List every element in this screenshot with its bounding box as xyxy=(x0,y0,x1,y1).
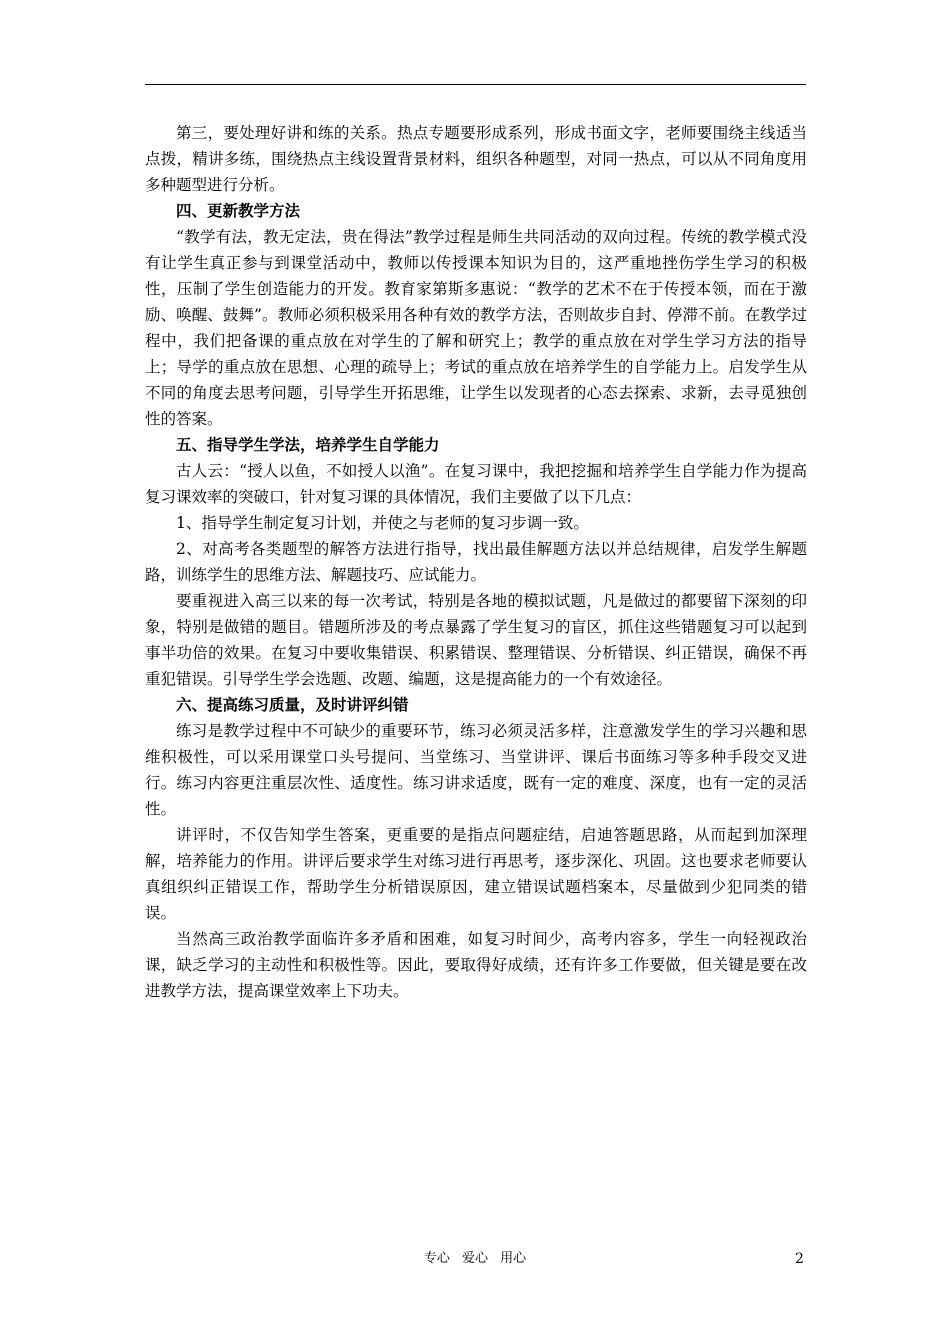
page-number: 2 xyxy=(795,1251,804,1267)
paragraph: 讲评时，不仅告知学生答案，更重要的是指点问题症结，启迪答题思路，从而起到加深理解，培养能力的作用。讲评后要求学生对练习进行再思考，逐步深化、巩固。这也要求老师要认真组织纠正错误工作，帮助学生分析错误原因，建立错误试题档案本，尽量做到少犯同类的错误。 xyxy=(145,826,807,922)
paragraph: 第三，要处理好讲和练的关系。热点专题要形成系列，形成书面文字，老师要围绕主线适当点拨，精讲多练，围绕热点主线设置背景材料，组织各种题型，对同一热点，可以从不同角度用多种题型进行分析。 xyxy=(145,124,807,194)
section-heading: 五、指导学生学法，培养学生自学能力 xyxy=(176,435,440,454)
section-heading: 四、更新教学方法 xyxy=(176,201,301,220)
list-item: 1、指导学生制定复习计划，并使之与老师的复习步调一致。 xyxy=(176,514,589,532)
section-heading: 六、提高练习质量，及时讲评纠错 xyxy=(176,695,409,714)
footer-motto: 专心 爱心 用心 xyxy=(423,1251,527,1266)
header-rule xyxy=(145,84,806,85)
paragraph: 当然高三政治教学面临许多矛盾和困难，如复习时间少，高考内容多，学生一向轻视政治课，缺乏学习的主动性和积极性等。因此，要取得好成绩，还有许多工作要做，但关键是要在改进教学方法，提高课堂效率上下功夫。 xyxy=(145,930,807,1000)
paragraph: 古人云：“授人以鱼，不如授人以渔”。在复习课中，我把挖掘和培养学生自学能力作为提高复习课效率的突破口，针对复习课的具体情况，我们主要做了以下几点： xyxy=(145,462,807,506)
paragraph: 练习是教学过程中不可缺少的重要环节，练习必须灵活多样，注意激发学生的学习兴趣和思维积极性，可以采用课堂口头号提问、当堂练习、当堂讲评、课后书面练习等多种手段交叉进行。练习内容更注重层次性、适度性。练习讲求适度，既有一定的难度、深度，也有一定的灵活性。 xyxy=(145,722,807,818)
paragraph: 要重视进入高三以来的每一次考试，特别是各地的模拟试题，凡是做过的都要留下深刻的印象，特别是做错的题目。错题所涉及的考点暴露了学生复习的盲区，抓住这些错题复习可以起到事半功倍的效果。在复习中要收集错误、积累错误、整理错误、分析错误、纠正错误，确保不再重犯错误。引导学生学会选题、改题、编题，这是提高能力的一个有效途径。 xyxy=(145,592,807,688)
document-body xyxy=(145,120,807,1004)
paragraph: “教学有法，教无定法，贵在得法”教学过程是师生共同活动的双向过程。传统的教学模式没有让学生真正参与到课堂活动中，教师以传授课本知识为目的，这严重地挫伤学生学习的积极性，压制了学生创造能力的开发。教育家第斯多惠说：“教学的艺术不在于传授本领，而在于激励、唤醒、鼓舞”。教师必须积极采用各种有效的教学方法，否则故步自封、停滞不前。在教学过程中，我们把备课的重点放在对学生的了解和研究上；教学的重点放在对学生学习方法的指导上；导学的重点放在思想、心理的疏导上；考试的重点放在培养学生的自学能力上。启发学生从不同的角度去思考问题，引导学生开拓思维，让学生以发现者的心态去探索、求新，去寻觅独创性的答案。 xyxy=(145,228,807,428)
list-item: 2、对高考各类题型的解答方法进行指导，找出最佳解题方法以并总结规律，启发学生解题路，训练学生的思维方法、解题技巧、应试能力。 xyxy=(145,540,807,584)
